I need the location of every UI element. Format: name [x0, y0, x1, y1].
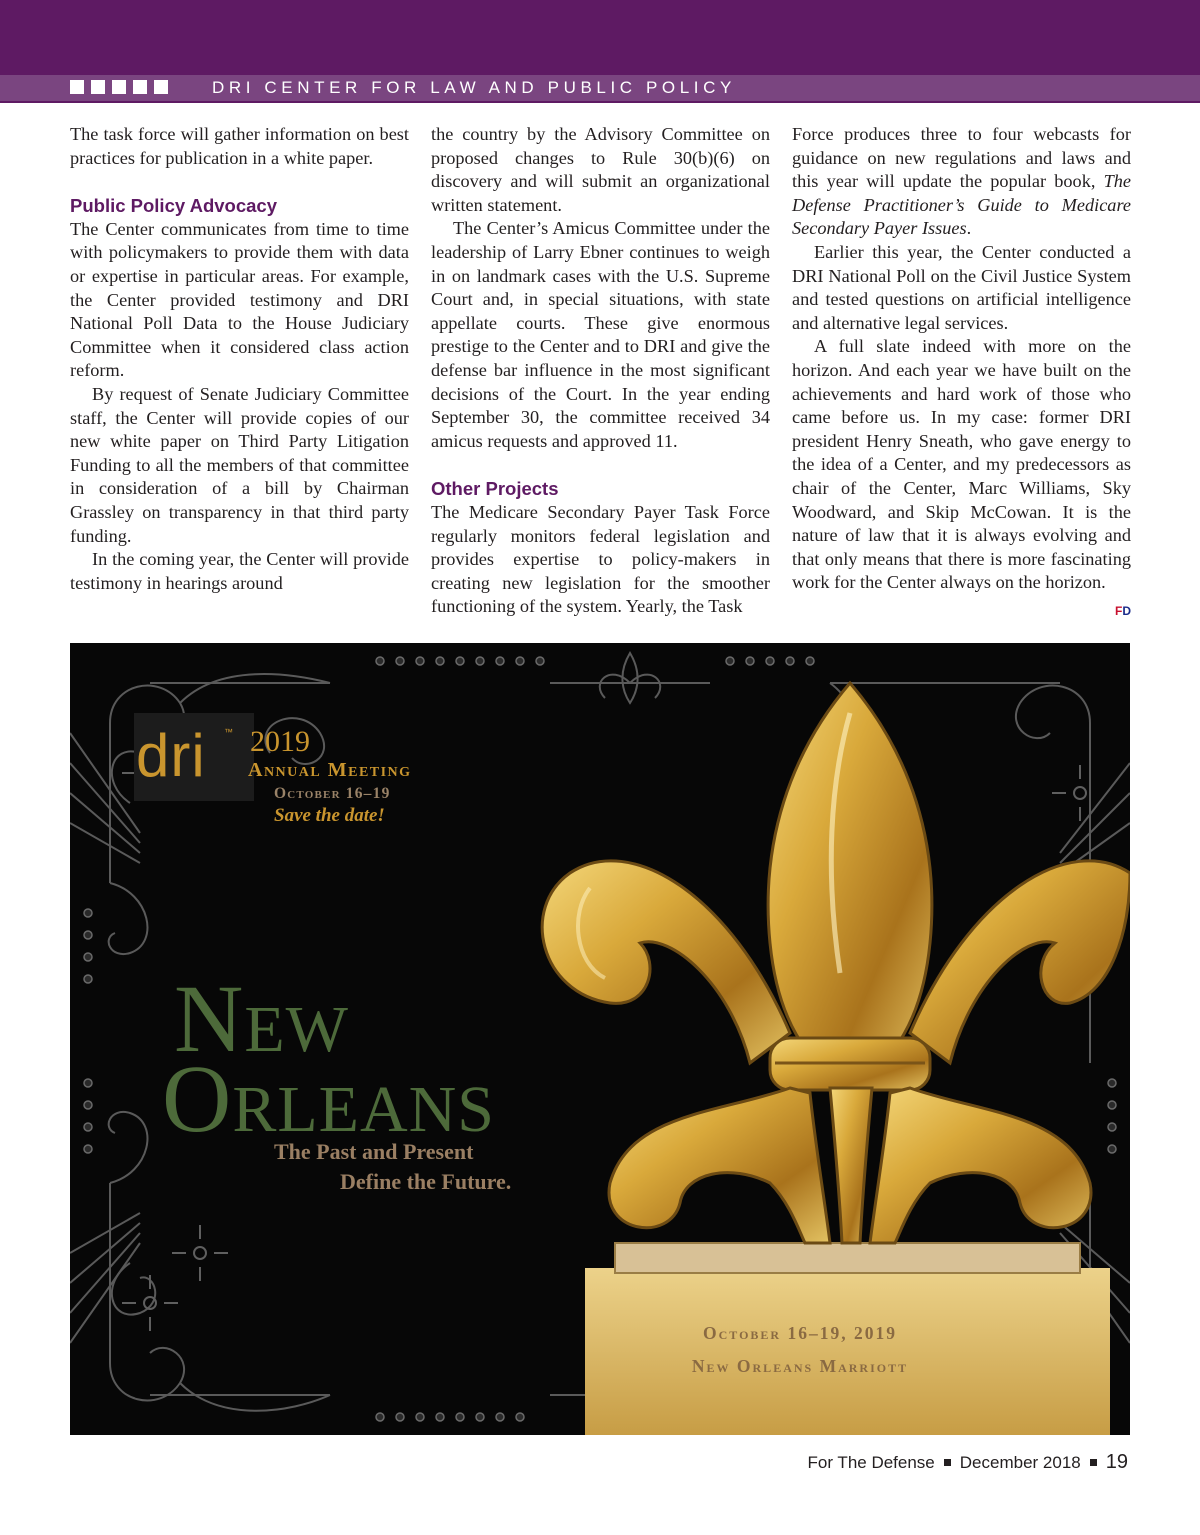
- paragraph: A full slate indeed with more on the horizon. And each year we have built on the achievements and hard work of those who came before us. In my case: former DRI president Henry Sneath, who gave energy to the idea of a Center, and my predecessors as chair of the Center, Marc Williams, Sky Woodward, and Skip McCowan. It is the nature of law that it is always evolving and that only means that there is more fascinating work for the Center always on the horizon. FD: [792, 335, 1131, 595]
- book-title: The Defense Practitioner’s Guide to Medicare Secondary Payer Issues: [792, 171, 1131, 239]
- page-number: 19: [1105, 1451, 1128, 1473]
- city-name-line-2: ORLEANS: [162, 1045, 496, 1152]
- paragraph: The task force will gather information on best practices for publication in a white paper.: [70, 124, 409, 168]
- issue-date: December 2018: [959, 1453, 1081, 1472]
- paragraph: Earlier this year, the Center conducted a DRI National Poll on the Civil Justice System and tested questions on artificial intelligence and alternative legal services.: [792, 241, 1131, 333]
- subheading-public-policy: Public Policy Advocacy: [70, 194, 278, 216]
- section-title: DRI CENTER FOR LAW AND PUBLIC POLICY: [212, 78, 736, 97]
- meeting-name: Annual Meeting: [248, 759, 412, 781]
- top-color-band: [0, 0, 1200, 75]
- publication-name: For The Defense: [807, 1453, 935, 1472]
- base-dates: October 16–19, 2019: [703, 1323, 897, 1343]
- article-column-3: [792, 123, 1131, 623]
- save-the-date: Save the date!: [274, 805, 385, 826]
- subheading-other-projects: Other Projects: [431, 477, 559, 499]
- article-column-1: [70, 123, 409, 595]
- paragraph: Force produces three to four webcasts for guidance on new regulations and laws and this year will update the popular book, The Defense Practitioner’s Guide to Medicare Secondary Payer Issues.: [792, 124, 1131, 239]
- article-column-2: [431, 123, 770, 619]
- paragraph: The Medicare Secondary Payer Task Force regularly monitors federal legislation and provides expertise to policy-makers in creating new legislation for the smoother functioning of the system. Yearly, the Task: [431, 501, 770, 617]
- trademark-symbol: ™: [224, 727, 233, 737]
- section-squares-ornament: [70, 80, 168, 94]
- city-name-line-1: NEW: [174, 965, 349, 1072]
- paragraph: In the coming year, the Center will provide testimony in hearings around: [70, 549, 409, 593]
- meeting-dates: October 16–19: [274, 785, 391, 802]
- tagline-line-1: The Past and Present: [274, 1139, 474, 1164]
- tagline-line-2: Define the Future.: [340, 1169, 512, 1194]
- page-footer: [808, 1451, 1128, 1474]
- separator-square: [1090, 1459, 1097, 1466]
- paragraph: By request of Senate Judiciary Committee staff, the Center will provide copies of our new white paper on Third Party Litigation Funding to all the members of that committee in consideration of a bill by Chairman Grassley on transparency in that third party funding.: [70, 383, 409, 546]
- annual-meeting-advertisement: [70, 643, 1130, 1435]
- paragraph: The Center communicates from time to time with policymakers to provide them with data or expertise in particular areas. For example, the Center provided testimony and DRI National Poll Data to the House Judiciary Committee when it considered class action reform.: [70, 218, 409, 381]
- base-venue: New Orleans Marriott: [691, 1356, 909, 1376]
- meeting-year: 2019: [250, 725, 310, 758]
- paragraph: The Center’s Amicus Committee under the leadership of Larry Ebner continues to weigh in on landmark cases with the U.S. Supreme Court and, in special situations, with state appellate courts. These give enormous prestige to the Center and to DRI and give the defense bar influence in the most significant decisions of the Court. In the year ending September 30, the committee received 34 amicus requests and approved 11.: [431, 218, 770, 451]
- separator-square: [944, 1459, 951, 1466]
- dri-logo: dri: [136, 722, 206, 789]
- paragraph: the country by the Advisory Committee on proposed changes to Rule 30(b)(6) on discovery and will submit an organizational written statement.: [431, 124, 770, 215]
- end-of-article-mark: FD: [1114, 603, 1131, 618]
